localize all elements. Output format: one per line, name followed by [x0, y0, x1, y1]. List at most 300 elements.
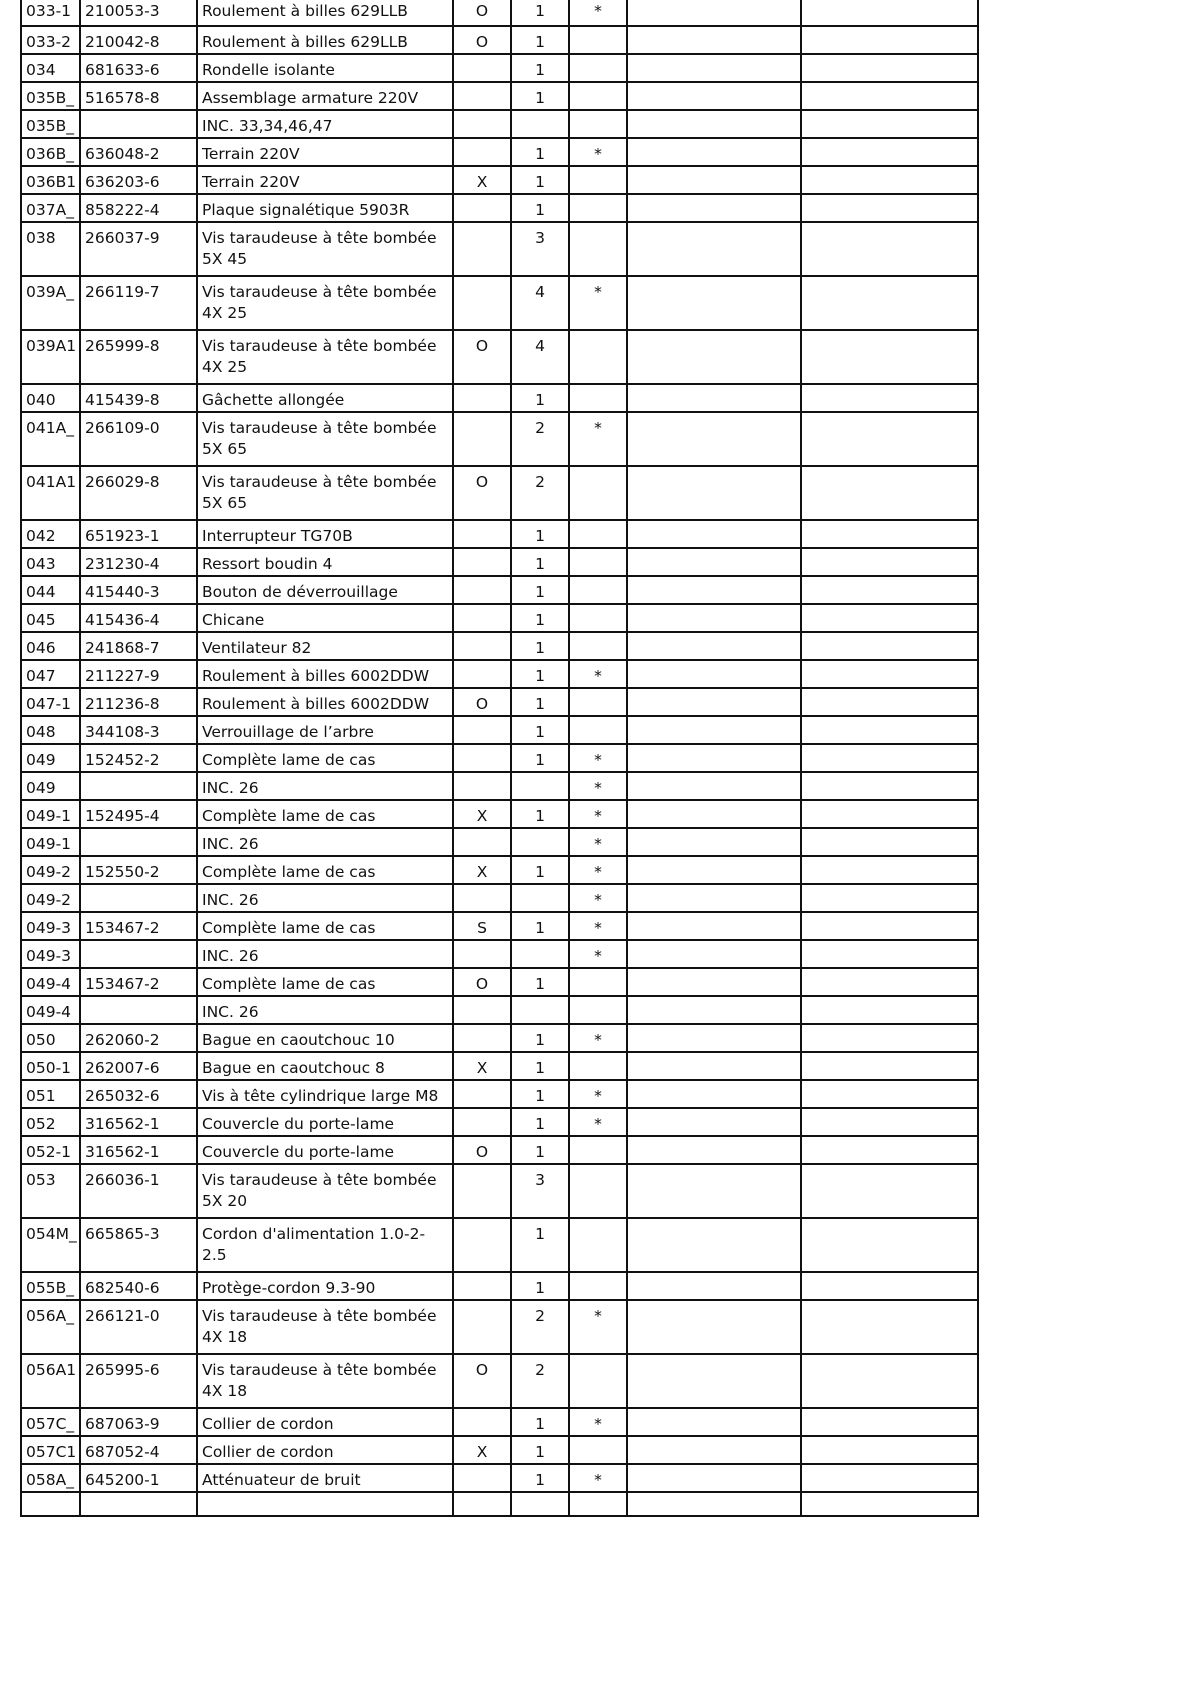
- mark-cell: *: [569, 772, 627, 800]
- item-no-cell: 049-2: [21, 884, 80, 912]
- quantity-cell: 1: [511, 1408, 569, 1436]
- extra-cell-2: [801, 26, 978, 54]
- note-cell: [453, 384, 511, 412]
- extra-cell-2: [801, 996, 978, 1024]
- item-no-cell: 043: [21, 548, 80, 576]
- part-no-cell: 210053-3: [80, 0, 197, 26]
- description-cell: Collier de cordon: [197, 1436, 453, 1464]
- description-cell: Vis taraudeuse à tête bombée 4X 18: [197, 1300, 453, 1354]
- table-row: [21, 856, 978, 884]
- note-cell: [453, 632, 511, 660]
- part-no-cell: 152452-2: [80, 744, 197, 772]
- description-cell: Couvercle du porte-lame: [197, 1108, 453, 1136]
- mark-cell: [569, 716, 627, 744]
- extra-cell-1: [627, 222, 801, 276]
- part-no-cell: 687063-9: [80, 1408, 197, 1436]
- extra-cell-1: [627, 660, 801, 688]
- item-no-cell: 045: [21, 604, 80, 632]
- extra-cell-1: [627, 576, 801, 604]
- part-no-cell: 266036-1: [80, 1164, 197, 1218]
- quantity-cell: 1: [511, 1136, 569, 1164]
- mark-cell: [569, 632, 627, 660]
- extra-cell-2: [801, 276, 978, 330]
- note-cell: [453, 548, 511, 576]
- table-row: [21, 1272, 978, 1300]
- extra-cell-1: [627, 828, 801, 856]
- item-no-cell: 049-2: [21, 856, 80, 884]
- quantity-cell: 1: [511, 82, 569, 110]
- table-row: [21, 330, 978, 384]
- mark-cell: [569, 330, 627, 384]
- item-no-cell: 050-1: [21, 1052, 80, 1080]
- description-cell: Protège-cordon 9.3-90: [197, 1272, 453, 1300]
- part-no-cell: 516578-8: [80, 82, 197, 110]
- extra-cell-1: [627, 194, 801, 222]
- extra-cell-1: [627, 1436, 801, 1464]
- extra-cell-1: [627, 1024, 801, 1052]
- mark-cell: [569, 1272, 627, 1300]
- part-no-cell: 262060-2: [80, 1024, 197, 1052]
- description-cell: Atténuateur de bruit: [197, 1464, 453, 1492]
- extra-cell-1: [627, 520, 801, 548]
- extra-cell-2: [801, 744, 978, 772]
- extra-cell-2: [801, 856, 978, 884]
- part-no-cell: 262007-6: [80, 1052, 197, 1080]
- description-cell: Complète lame de cas: [197, 912, 453, 940]
- table-row: [21, 110, 978, 138]
- mark-cell: *: [569, 660, 627, 688]
- extra-cell-1: [627, 604, 801, 632]
- extra-cell-2: [801, 688, 978, 716]
- quantity-cell: 1: [511, 604, 569, 632]
- mark-cell: *: [569, 276, 627, 330]
- extra-cell-2: [801, 1464, 978, 1492]
- description-cell: Vis taraudeuse à tête bombée 5X 45: [197, 222, 453, 276]
- table-row: [21, 0, 978, 26]
- description-cell: Vis taraudeuse à tête bombée 5X 65: [197, 466, 453, 520]
- item-no-cell: 047-1: [21, 688, 80, 716]
- extra-cell-1: [627, 856, 801, 884]
- note-cell: [453, 576, 511, 604]
- extra-cell-1: [627, 716, 801, 744]
- extra-cell-2: [801, 716, 978, 744]
- quantity-cell: 1: [511, 632, 569, 660]
- mark-cell: [569, 194, 627, 222]
- part-no-cell: 415440-3: [80, 576, 197, 604]
- quantity-cell: 4: [511, 330, 569, 384]
- quantity-cell: 4: [511, 276, 569, 330]
- part-no-cell: 415436-4: [80, 604, 197, 632]
- extra-cell-2: [801, 968, 978, 996]
- note-cell: [453, 1164, 511, 1218]
- item-no-cell: 049-3: [21, 912, 80, 940]
- item-no-cell: 049-1: [21, 800, 80, 828]
- part-no-cell: 682540-6: [80, 1272, 197, 1300]
- description-cell: Bague en caoutchouc 8: [197, 1052, 453, 1080]
- part-no-cell: 211227-9: [80, 660, 197, 688]
- mark-cell: [569, 1136, 627, 1164]
- part-no-cell: 265995-6: [80, 1354, 197, 1408]
- note-cell: [453, 604, 511, 632]
- table-row: [21, 1436, 978, 1464]
- note-cell: O: [453, 0, 511, 26]
- extra-cell-1: [627, 548, 801, 576]
- quantity-cell: 1: [511, 54, 569, 82]
- part-no-cell: 210042-8: [80, 26, 197, 54]
- item-no-cell: 042: [21, 520, 80, 548]
- quantity-cell: 2: [511, 1354, 569, 1408]
- item-no-cell: 038: [21, 222, 80, 276]
- quantity-cell: 3: [511, 1164, 569, 1218]
- mark-cell: *: [569, 0, 627, 26]
- item-no-cell: 052-1: [21, 1136, 80, 1164]
- note-cell: [453, 884, 511, 912]
- part-no-cell: 231230-4: [80, 548, 197, 576]
- note-cell: [453, 138, 511, 166]
- item-no-cell: 046: [21, 632, 80, 660]
- extra-cell-2: [801, 384, 978, 412]
- extra-cell-1: [627, 1052, 801, 1080]
- description-cell: Terrain 220V: [197, 138, 453, 166]
- note-cell: O: [453, 688, 511, 716]
- extra-cell-2: [801, 1164, 978, 1218]
- note-cell: [453, 1080, 511, 1108]
- extra-cell-1: [627, 466, 801, 520]
- part-no-cell: 681633-6: [80, 54, 197, 82]
- extra-cell-2: [801, 604, 978, 632]
- note-cell: O: [453, 1354, 511, 1408]
- part-no-cell: 266119-7: [80, 276, 197, 330]
- note-cell: X: [453, 800, 511, 828]
- extra-cell-2: [801, 1436, 978, 1464]
- note-cell: [453, 110, 511, 138]
- quantity-cell: 1: [511, 968, 569, 996]
- table-row: [21, 412, 978, 466]
- quantity-cell: [511, 884, 569, 912]
- item-no-cell: 049-4: [21, 968, 80, 996]
- table-row: [21, 884, 978, 912]
- note-cell: X: [453, 1052, 511, 1080]
- extra-cell-2: [801, 772, 978, 800]
- mark-cell: *: [569, 800, 627, 828]
- item-no-cell: 049-3: [21, 940, 80, 968]
- note-cell: [453, 744, 511, 772]
- mark-cell: *: [569, 1408, 627, 1436]
- extra-cell-2: [801, 1024, 978, 1052]
- table-row: [21, 940, 978, 968]
- mark-cell: [569, 1354, 627, 1408]
- quantity-cell: 3: [511, 222, 569, 276]
- mark-cell: [569, 26, 627, 54]
- description-cell: Rondelle isolante: [197, 54, 453, 82]
- extra-cell-1: [627, 330, 801, 384]
- quantity-cell: 1: [511, 384, 569, 412]
- part-no-cell: 152550-2: [80, 856, 197, 884]
- extra-cell-1: [627, 54, 801, 82]
- extra-cell-1: [627, 968, 801, 996]
- table-row: [21, 166, 978, 194]
- note-cell: X: [453, 166, 511, 194]
- quantity-cell: [511, 1492, 569, 1516]
- part-no-cell: 153467-2: [80, 968, 197, 996]
- table-row: [21, 1464, 978, 1492]
- extra-cell-1: [627, 138, 801, 166]
- extra-cell-2: [801, 222, 978, 276]
- note-cell: [453, 772, 511, 800]
- table-row: [21, 222, 978, 276]
- note-cell: O: [453, 26, 511, 54]
- description-cell: Collier de cordon: [197, 1408, 453, 1436]
- item-no-cell: 058A_: [21, 1464, 80, 1492]
- quantity-cell: 2: [511, 412, 569, 466]
- part-no-cell: 211236-8: [80, 688, 197, 716]
- description-cell: Ventilateur 82: [197, 632, 453, 660]
- extra-cell-1: [627, 384, 801, 412]
- note-cell: [453, 996, 511, 1024]
- table-row: [21, 632, 978, 660]
- note-cell: S: [453, 912, 511, 940]
- quantity-cell: 1: [511, 26, 569, 54]
- extra-cell-2: [801, 110, 978, 138]
- mark-cell: [569, 466, 627, 520]
- extra-cell-2: [801, 54, 978, 82]
- quantity-cell: 1: [511, 660, 569, 688]
- quantity-cell: 1: [511, 1108, 569, 1136]
- table-row: [21, 1354, 978, 1408]
- item-no-cell: 040: [21, 384, 80, 412]
- extra-cell-1: [627, 276, 801, 330]
- mark-cell: *: [569, 884, 627, 912]
- mark-cell: [569, 1436, 627, 1464]
- part-no-cell: 636048-2: [80, 138, 197, 166]
- item-no-cell: 034: [21, 54, 80, 82]
- mark-cell: *: [569, 412, 627, 466]
- mark-cell: [569, 166, 627, 194]
- part-no-cell: [80, 772, 197, 800]
- description-cell: Terrain 220V: [197, 166, 453, 194]
- part-no-cell: [80, 828, 197, 856]
- table-row: [21, 1408, 978, 1436]
- extra-cell-1: [627, 940, 801, 968]
- quantity-cell: 1: [511, 0, 569, 26]
- quantity-cell: 1: [511, 1024, 569, 1052]
- description-cell: Interrupteur TG70B: [197, 520, 453, 548]
- extra-cell-2: [801, 466, 978, 520]
- description-cell: INC. 26: [197, 884, 453, 912]
- mark-cell: [569, 1052, 627, 1080]
- item-no-cell: [21, 1492, 80, 1516]
- parts-table: [20, 0, 979, 1517]
- part-no-cell: [80, 1492, 197, 1516]
- note-cell: [453, 1024, 511, 1052]
- item-no-cell: 044: [21, 576, 80, 604]
- table-row: [21, 548, 978, 576]
- extra-cell-1: [627, 744, 801, 772]
- mark-cell: *: [569, 1080, 627, 1108]
- extra-cell-1: [627, 1408, 801, 1436]
- mark-cell: [569, 1492, 627, 1516]
- item-no-cell: 054M_: [21, 1218, 80, 1272]
- quantity-cell: [511, 772, 569, 800]
- extra-cell-1: [627, 884, 801, 912]
- part-no-cell: 152495-4: [80, 800, 197, 828]
- part-no-cell: 316562-1: [80, 1108, 197, 1136]
- table-row: [21, 384, 978, 412]
- table-row: [21, 828, 978, 856]
- description-cell: Complète lame de cas: [197, 744, 453, 772]
- note-cell: [453, 54, 511, 82]
- extra-cell-1: [627, 996, 801, 1024]
- item-no-cell: 051: [21, 1080, 80, 1108]
- item-no-cell: 035B_: [21, 82, 80, 110]
- extra-cell-2: [801, 0, 978, 26]
- description-cell: [197, 1492, 453, 1516]
- extra-cell-1: [627, 412, 801, 466]
- part-no-cell: 266121-0: [80, 1300, 197, 1354]
- part-no-cell: 687052-4: [80, 1436, 197, 1464]
- extra-cell-1: [627, 912, 801, 940]
- mark-cell: [569, 968, 627, 996]
- part-no-cell: 665865-3: [80, 1218, 197, 1272]
- description-cell: Vis taraudeuse à tête bombée 4X 25: [197, 330, 453, 384]
- mark-cell: [569, 1218, 627, 1272]
- extra-cell-2: [801, 138, 978, 166]
- mark-cell: [569, 222, 627, 276]
- quantity-cell: 1: [511, 856, 569, 884]
- part-no-cell: 645200-1: [80, 1464, 197, 1492]
- mark-cell: [569, 604, 627, 632]
- mark-cell: *: [569, 138, 627, 166]
- note-cell: [453, 82, 511, 110]
- quantity-cell: 1: [511, 744, 569, 772]
- description-cell: Roulement à billes 629LLB: [197, 0, 453, 26]
- table-row: [21, 1164, 978, 1218]
- description-cell: Roulement à billes 629LLB: [197, 26, 453, 54]
- item-no-cell: 047: [21, 660, 80, 688]
- item-no-cell: 057C_: [21, 1408, 80, 1436]
- note-cell: O: [453, 968, 511, 996]
- table-row: [21, 576, 978, 604]
- table-row: [21, 82, 978, 110]
- description-cell: INC. 33,34,46,47: [197, 110, 453, 138]
- note-cell: [453, 828, 511, 856]
- extra-cell-1: [627, 1218, 801, 1272]
- quantity-cell: [511, 940, 569, 968]
- item-no-cell: 036B_: [21, 138, 80, 166]
- note-cell: [453, 660, 511, 688]
- table-row: [21, 194, 978, 222]
- quantity-cell: 1: [511, 912, 569, 940]
- description-cell: Vis taraudeuse à tête bombée 5X 20: [197, 1164, 453, 1218]
- quantity-cell: 1: [511, 1272, 569, 1300]
- mark-cell: [569, 384, 627, 412]
- item-no-cell: 037A_: [21, 194, 80, 222]
- table-row: [21, 520, 978, 548]
- note-cell: [453, 1300, 511, 1354]
- part-no-cell: 651923-1: [80, 520, 197, 548]
- note-cell: [453, 1492, 511, 1516]
- note-cell: [453, 1218, 511, 1272]
- mark-cell: [569, 688, 627, 716]
- extra-cell-2: [801, 828, 978, 856]
- extra-cell-2: [801, 1354, 978, 1408]
- description-cell: INC. 26: [197, 940, 453, 968]
- extra-cell-2: [801, 330, 978, 384]
- mark-cell: [569, 576, 627, 604]
- note-cell: [453, 276, 511, 330]
- extra-cell-2: [801, 660, 978, 688]
- extra-cell-1: [627, 1300, 801, 1354]
- item-no-cell: 049: [21, 772, 80, 800]
- table-row: [21, 466, 978, 520]
- item-no-cell: 050: [21, 1024, 80, 1052]
- description-cell: Bague en caoutchouc 10: [197, 1024, 453, 1052]
- extra-cell-2: [801, 1052, 978, 1080]
- mark-cell: [569, 54, 627, 82]
- part-no-cell: 415439-8: [80, 384, 197, 412]
- extra-cell-2: [801, 1218, 978, 1272]
- extra-cell-2: [801, 940, 978, 968]
- note-cell: [453, 1464, 511, 1492]
- table-row: [21, 716, 978, 744]
- extra-cell-1: [627, 1464, 801, 1492]
- part-no-cell: 344108-3: [80, 716, 197, 744]
- table-row: [21, 1052, 978, 1080]
- mark-cell: [569, 82, 627, 110]
- mark-cell: *: [569, 912, 627, 940]
- extra-cell-2: [801, 576, 978, 604]
- description-cell: INC. 26: [197, 772, 453, 800]
- description-cell: Vis taraudeuse à tête bombée 5X 65: [197, 412, 453, 466]
- extra-cell-2: [801, 1108, 978, 1136]
- item-no-cell: 048: [21, 716, 80, 744]
- description-cell: INC. 26: [197, 996, 453, 1024]
- table-row: [21, 912, 978, 940]
- description-cell: Bouton de déverrouillage: [197, 576, 453, 604]
- table-row: [21, 968, 978, 996]
- description-cell: Roulement à billes 6002DDW: [197, 660, 453, 688]
- part-no-cell: 266109-0: [80, 412, 197, 466]
- note-cell: O: [453, 1136, 511, 1164]
- note-cell: O: [453, 330, 511, 384]
- quantity-cell: 1: [511, 716, 569, 744]
- note-cell: [453, 194, 511, 222]
- part-no-cell: 153467-2: [80, 912, 197, 940]
- description-cell: Couvercle du porte-lame: [197, 1136, 453, 1164]
- item-no-cell: 053: [21, 1164, 80, 1218]
- part-no-cell: [80, 996, 197, 1024]
- description-cell: Chicane: [197, 604, 453, 632]
- note-cell: [453, 1408, 511, 1436]
- mark-cell: *: [569, 940, 627, 968]
- quantity-cell: 1: [511, 548, 569, 576]
- description-cell: Complète lame de cas: [197, 856, 453, 884]
- extra-cell-1: [627, 166, 801, 194]
- part-no-cell: [80, 110, 197, 138]
- table-row: [21, 744, 978, 772]
- mark-cell: [569, 520, 627, 548]
- extra-cell-2: [801, 1300, 978, 1354]
- description-cell: Roulement à billes 6002DDW: [197, 688, 453, 716]
- description-cell: Verrouillage de l’arbre: [197, 716, 453, 744]
- table-row: [21, 26, 978, 54]
- extra-cell-2: [801, 82, 978, 110]
- mark-cell: [569, 1164, 627, 1218]
- note-cell: [453, 716, 511, 744]
- note-cell: [453, 940, 511, 968]
- item-no-cell: 052: [21, 1108, 80, 1136]
- extra-cell-2: [801, 194, 978, 222]
